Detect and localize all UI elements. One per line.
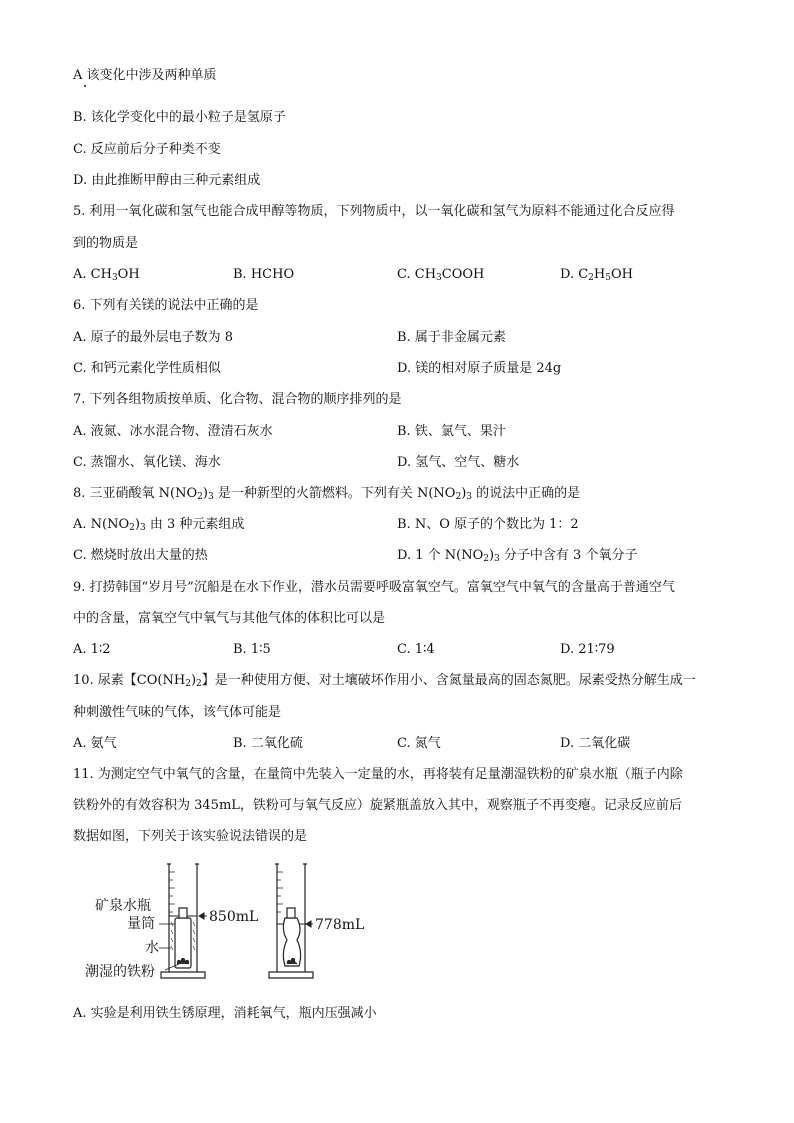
cylinder-before [161,864,205,978]
arrow-778 [306,921,313,927]
q9-option-c: C. 1∶4 [397,642,435,657]
q6-option-a: A. 原子的最外层电子数为 8 [73,330,234,345]
q4-option-b: B. 该化学变化中的最小粒子是氢原子 [73,110,286,125]
label-bottle: 矿泉水瓶 [95,898,151,914]
q11-option-a: A. 实验是利用铁生锈原理，消耗氧气，瓶内压强减小 [73,1006,377,1021]
experiment-figure [73,860,373,990]
q10-option-a: A. 氨气 [73,736,117,751]
q10-stem-line2: 种刺激性气味的气体，该气体可能是 [73,705,282,720]
label-water: 水 [145,940,159,956]
reading-after: 778mL [315,917,365,933]
q5-stem-line1: 5. 利用一氧化碳和氢气也能合成甲醇等物质，下列物质中，以一氧化碳和氢气为原料不能通过化合反应得 [73,204,675,219]
stray-dot [84,85,86,87]
q8-option-b: B. N、O 原子的个数比为 1：2 [397,517,579,532]
q5-option-b: B. HCHO [233,267,295,282]
q8-option-c: C. 燃烧时放出大量的热 [73,548,208,563]
q5-option-c: C. $CH_3COOH$ [397,267,485,283]
q5-stem-line2: 到的物质是 [73,236,139,251]
q8-option-a: A. $N(NO_2)_3$ 由 3 种元素组成 [73,517,245,533]
q6-option-d: D. 镁的相对原子质量是 24g [397,361,562,376]
q7-option-a: A. 液氮、冰水混合物、澄清石灰水 [73,424,273,439]
q7-option-d: D. 氢气、空气、糖水 [397,455,520,470]
q9-option-d: D. 21∶79 [560,642,615,657]
q9-stem-line2: 中的含量，富氧空气中氧气与其他气体的体积比可以是 [73,611,386,626]
reading-before: 850mL [209,909,259,925]
q11-stem-line1: 11. 为测定空气中氧气的含量，在量筒中先装入一定量的水，再将装有足量潮湿铁粉的矿泉水瓶（瓶子内除 [73,767,683,782]
q8-stem: 8. 三亚硝酸氧 $N(NO_2)_3$ 是一种新型的火箭燃料。下列有关 $N(NO_2)_3$ 的说法中正确的是 [73,486,581,502]
q10-stem-line1: 10. 尿素【$CO(NH_2)_2$】是一种使用方便、对土壤破坏作用小、含氮量最高的固态氮肥。尿素受热分解生成一 [73,673,696,689]
label-cylinder: 量筒 [127,916,155,932]
q8-option-d: D. 1 个 $N(NO_2)_3$ 分子中含有 3 个氧分子 [397,548,638,564]
arrow-850 [199,913,207,919]
cylinder-after [269,864,313,978]
q7-stem: 7. 下列各组物质按单质、化合物、混合物的顺序排列的是 [73,392,402,407]
q9-option-a: A. 1∶2 [73,642,111,657]
q5-option-a: A. $CH_3OH$ [73,267,140,283]
q11-stem-line2: 铁粉外的有效容积为 345mL，铁粉可与氧气反应）旋紧瓶盖放入其中，观察瓶子不再变瘪。记录反应前后 [73,798,682,813]
q4-option-c: C. 反应前后分子种类不变 [73,142,221,157]
label-iron: 潮湿的铁粉 [85,964,155,980]
q4-option-a: A 该变化中涉及两种单质 [73,68,217,83]
q10-option-d: D. 二氧化碳 [560,736,631,751]
q11-stem-line3: 数据如图，下列关于该实验说法错误的是 [73,829,308,844]
q10-option-b: B. 二氧化硫 [233,736,303,751]
q9-option-b: B. 1∶5 [233,642,271,657]
q7-option-c: C. 蒸馏水、氧化镁、海水 [73,455,221,470]
q9-stem-line1: 9. 打捞韩国“岁月号”沉船是在水下作业，潜水员需要呼吸富氧空气。富氧空气中氧气的含量高于普通空气 [73,580,675,595]
q6-option-b: B. 属于非金属元素 [397,330,506,345]
q5-option-d: D. $C_2H_5OH$ [560,267,633,283]
q6-stem: 6. 下列有关镁的说法中正确的是 [73,298,259,313]
q10-option-c: C. 氮气 [397,736,441,751]
q7-option-b: B. 铁、氯气、果汁 [397,424,506,439]
q6-option-c: C. 和钙元素化学性质相似 [73,361,221,376]
q4-option-d: D. 由此推断甲醇由三种元素组成 [73,173,261,188]
